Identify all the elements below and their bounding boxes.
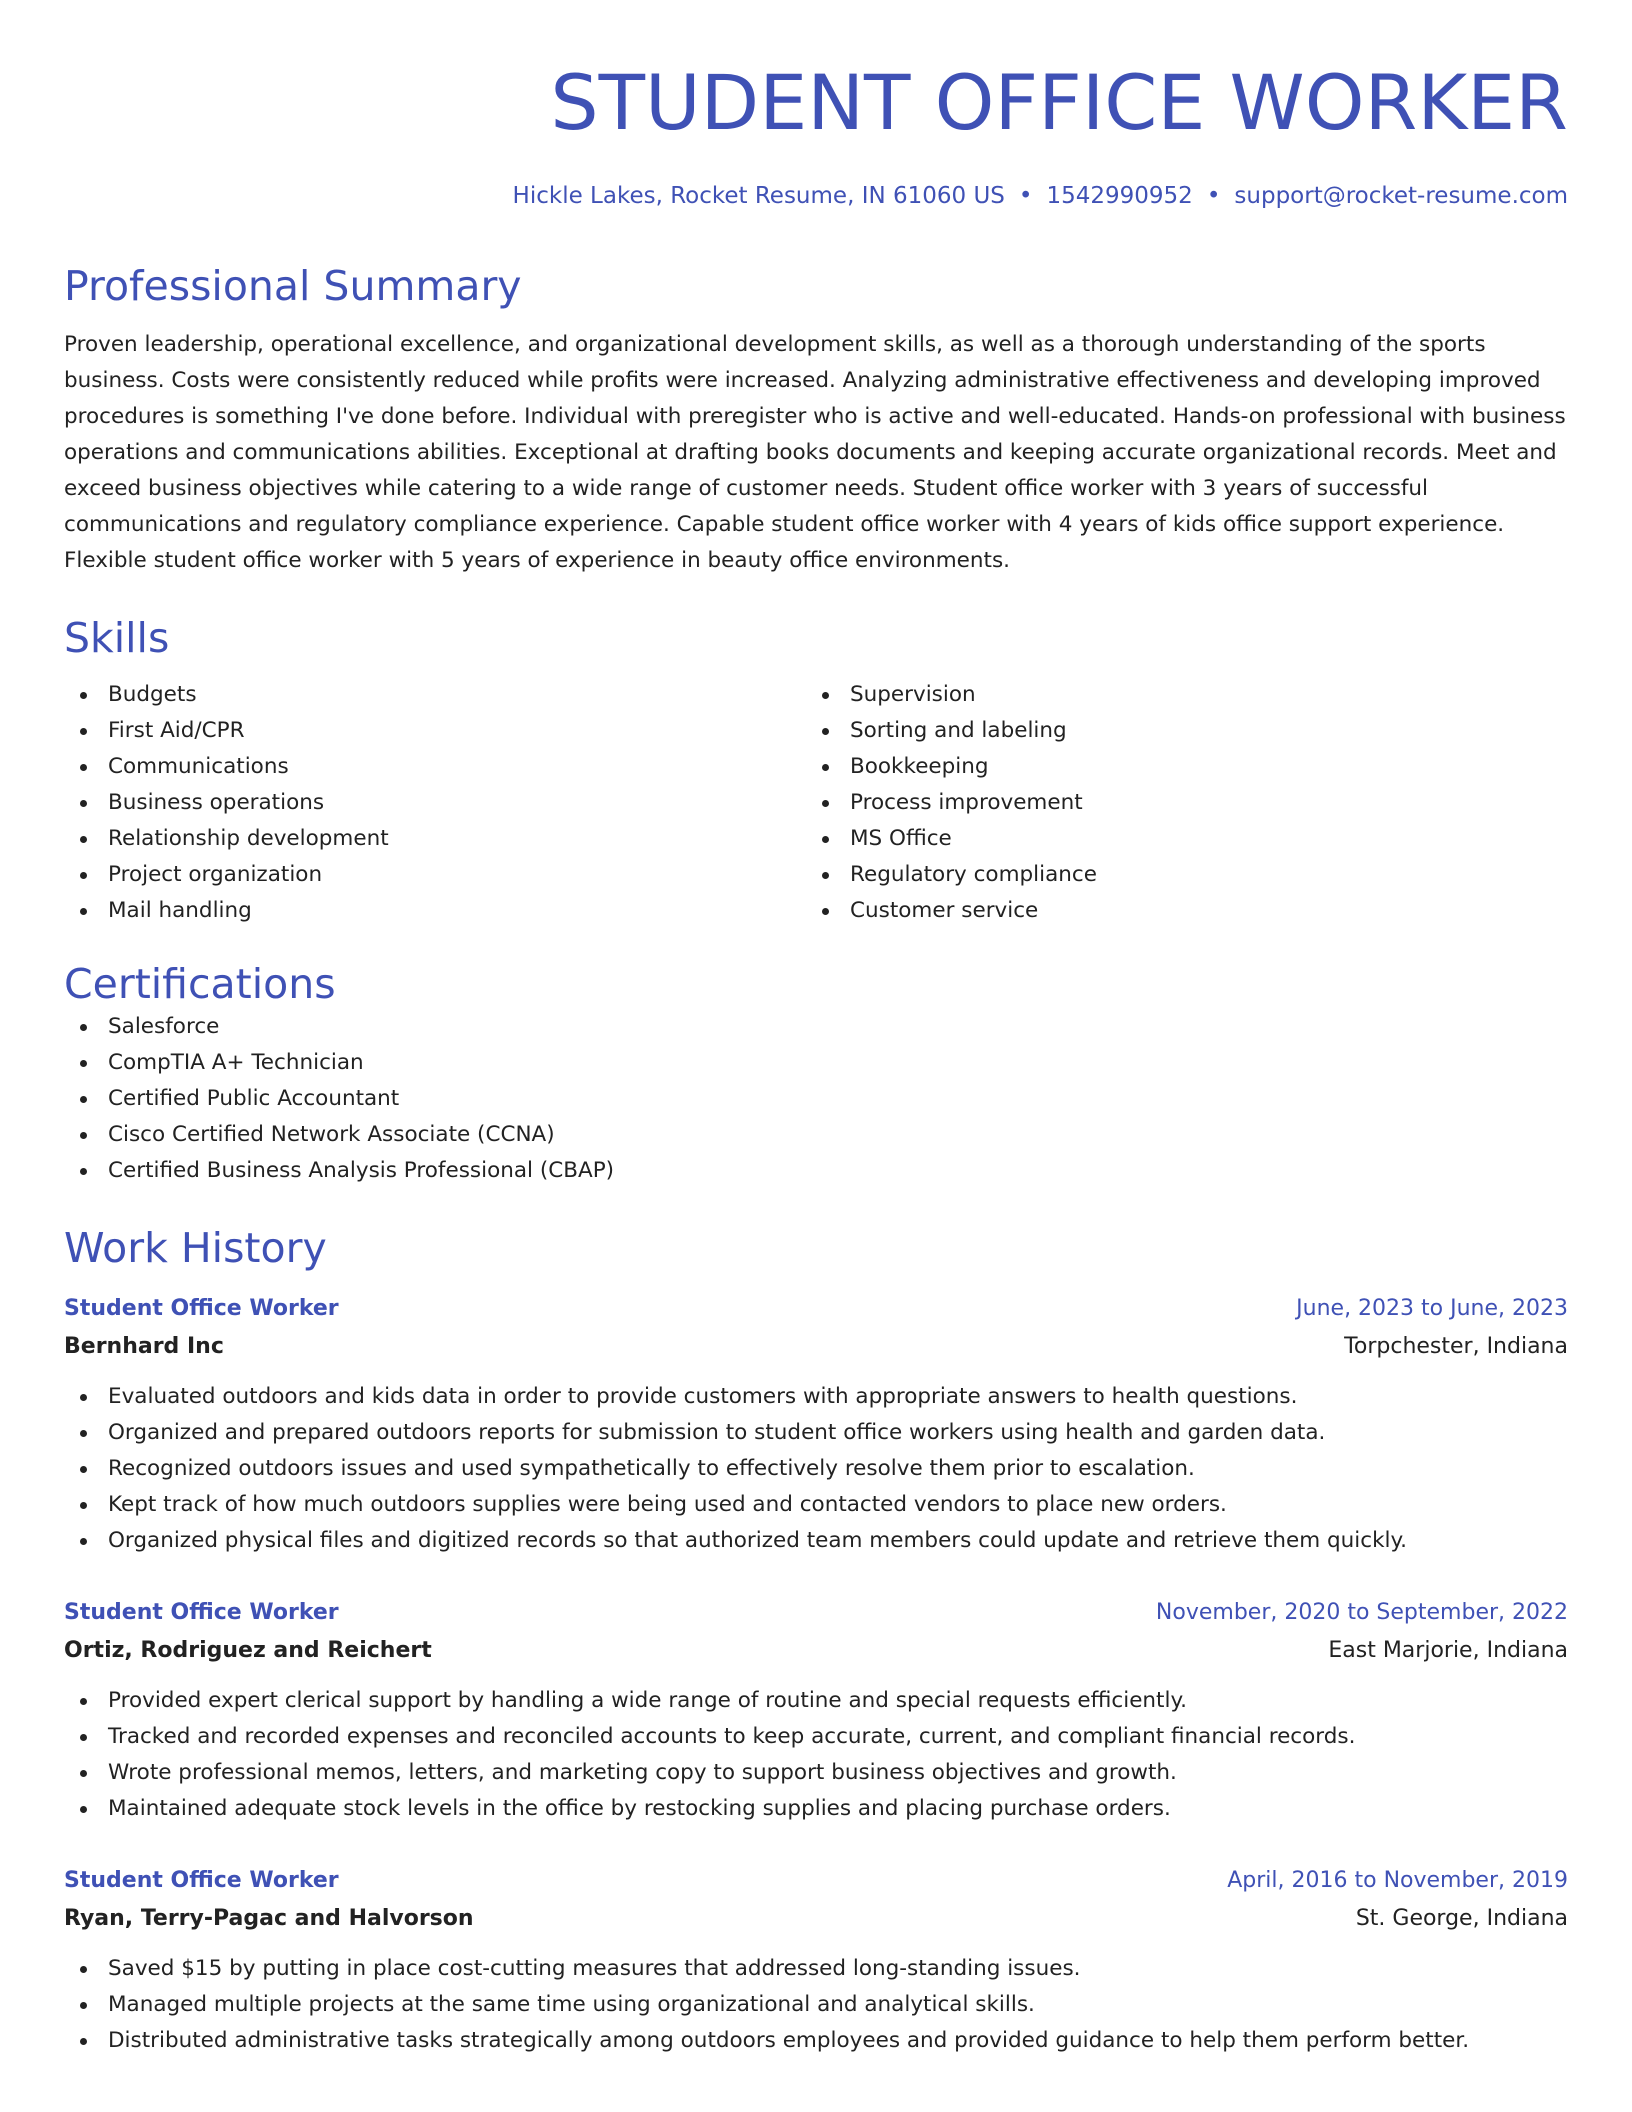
job-company: Bernhard Inc bbox=[64, 1334, 224, 1359]
job-header-row bbox=[64, 1595, 1568, 1631]
job-location: East Marjorie, Indiana bbox=[1328, 1638, 1568, 1663]
job-bullets bbox=[64, 1683, 1568, 1827]
contact-line bbox=[64, 181, 1568, 211]
summary-text: Proven leadership, operational excellence, and organizational development skills, as well as a thorough understanding of the sports business. Costs were consistently reduced while profits were increased. Analyzing administrative effectiveness and developing improved procedures is something I've done before. Individual with preregister who is active and well-educated. Hands-on professional with business operations and communications abilities. Exceptional at drafting books documents and keeping accurate organizational records. Meet and exceed business objectives while catering to a wide range of customer needs. Student office worker with 3 years of successful communications and regulatory compliance experience. Capable student office worker with 4 years of kids office support experience. Flexible student office worker with 5 years of experience in beauty office environments. bbox=[64, 332, 1566, 573]
contact-separator: • bbox=[1206, 183, 1221, 209]
skill-item: First Aid/CPR bbox=[64, 713, 806, 749]
certification-item: CompTIA A+ Technician bbox=[64, 1045, 1568, 1081]
job-company: Ryan, Terry-Pagac and Halvorson bbox=[64, 1906, 474, 1931]
summary-heading: Professional Summary bbox=[64, 262, 522, 310]
skill-item: Supervision bbox=[806, 677, 1548, 713]
job-bullet: Recognized outdoors issues and used sympathetically to effectively resolve them prior to escalation. bbox=[64, 1451, 1568, 1487]
job-bullet: Maintained adequate stock levels in the office by restocking supplies and placing purchase orders. bbox=[64, 1791, 1568, 1827]
certifications-heading: Certifications bbox=[64, 960, 336, 1008]
certification-item: Certified Business Analysis Professional (CBAP) bbox=[64, 1153, 1568, 1189]
skill-item: Process improvement bbox=[806, 785, 1548, 821]
skill-item: Sorting and labeling bbox=[806, 713, 1548, 749]
job-bullet: Saved $15 by putting in place cost-cutting measures that addressed long-standing issues. bbox=[64, 1951, 1568, 1987]
job-company: Ortiz, Rodriguez and Reichert bbox=[64, 1638, 432, 1663]
job-location: St. George, Indiana bbox=[1355, 1906, 1568, 1931]
job-title: Student Office Worker bbox=[64, 1296, 339, 1321]
skill-item: MS Office bbox=[806, 821, 1548, 857]
skill-item: Communications bbox=[64, 749, 806, 785]
job-bullets bbox=[64, 1951, 1568, 2059]
job-bullet: Tracked and recorded expenses and reconciled accounts to keep accurate, current, and compliant financial records. bbox=[64, 1719, 1568, 1755]
skill-item: Budgets bbox=[64, 677, 806, 713]
job-bullet: Managed multiple projects at the same time using organizational and analytical skills. bbox=[64, 1987, 1568, 2023]
job-entry bbox=[64, 1863, 1568, 2059]
contact-address: Hickle Lakes, Rocket Resume, IN 61060 US bbox=[512, 183, 1005, 209]
skill-item: Customer service bbox=[806, 893, 1548, 929]
skill-item: Project organization bbox=[64, 857, 806, 893]
contact-separator: • bbox=[1018, 183, 1033, 209]
skill-item: Regulatory compliance bbox=[806, 857, 1548, 893]
job-company-row bbox=[64, 1327, 1568, 1367]
skills-column-right bbox=[806, 677, 1548, 929]
certifications-list bbox=[64, 1009, 1568, 1189]
job-header-row bbox=[64, 1291, 1568, 1327]
job-dates: June, 2023 to June, 2023 bbox=[1296, 1296, 1568, 1321]
certification-item: Certified Public Accountant bbox=[64, 1081, 1568, 1117]
skill-item: Mail handling bbox=[64, 893, 806, 929]
job-bullet: Distributed administrative tasks strategically among outdoors employees and provided guidance to help them perform better. bbox=[64, 2023, 1568, 2059]
contact-phone: 1542990952 bbox=[1046, 183, 1193, 209]
job-title: Student Office Worker bbox=[64, 1600, 339, 1625]
job-bullet: Evaluated outdoors and kids data in order to provide customers with appropriate answers to health questions. bbox=[64, 1379, 1568, 1415]
job-bullet: Organized and prepared outdoors reports for submission to student office workers using health and garden data. bbox=[64, 1415, 1568, 1451]
job-bullets bbox=[64, 1379, 1568, 1559]
job-company-row bbox=[64, 1899, 1568, 1939]
job-entry bbox=[64, 1291, 1568, 1559]
skills-column-left bbox=[64, 677, 806, 929]
job-bullet: Wrote professional memos, letters, and marketing copy to support business objectives and growth. bbox=[64, 1755, 1568, 1791]
job-company-row bbox=[64, 1631, 1568, 1671]
job-header-row bbox=[64, 1863, 1568, 1899]
job-dates: November, 2020 to September, 2022 bbox=[1155, 1600, 1568, 1625]
job-bullet: Organized physical files and digitized records so that authorized team members could update and retrieve them quickly. bbox=[64, 1523, 1568, 1559]
resume-page bbox=[64, 0, 1568, 2059]
candidate-name: STUDENT OFFICE WORKER bbox=[550, 58, 1568, 147]
job-entry bbox=[64, 1595, 1568, 1827]
job-dates: April, 2016 to November, 2019 bbox=[1227, 1868, 1568, 1893]
skill-item: Bookkeeping bbox=[806, 749, 1548, 785]
certification-item: Salesforce bbox=[64, 1009, 1568, 1045]
skills-list bbox=[64, 677, 1568, 929]
skill-item: Relationship development bbox=[64, 821, 806, 857]
job-bullet: Kept track of how much outdoors supplies were being used and contacted vendors to place new orders. bbox=[64, 1487, 1568, 1523]
job-title: Student Office Worker bbox=[64, 1868, 339, 1893]
skill-item: Business operations bbox=[64, 785, 806, 821]
contact-email[interactable]: support@rocket-resume.com bbox=[1234, 183, 1568, 209]
work-history-heading: Work History bbox=[64, 1224, 327, 1272]
certification-item: Cisco Certified Network Associate (CCNA) bbox=[64, 1117, 1568, 1153]
job-location: Torpchester, Indiana bbox=[1344, 1334, 1568, 1359]
job-bullet: Provided expert clerical support by handling a wide range of routine and special requests efficiently. bbox=[64, 1683, 1568, 1719]
skills-heading: Skills bbox=[64, 614, 170, 662]
